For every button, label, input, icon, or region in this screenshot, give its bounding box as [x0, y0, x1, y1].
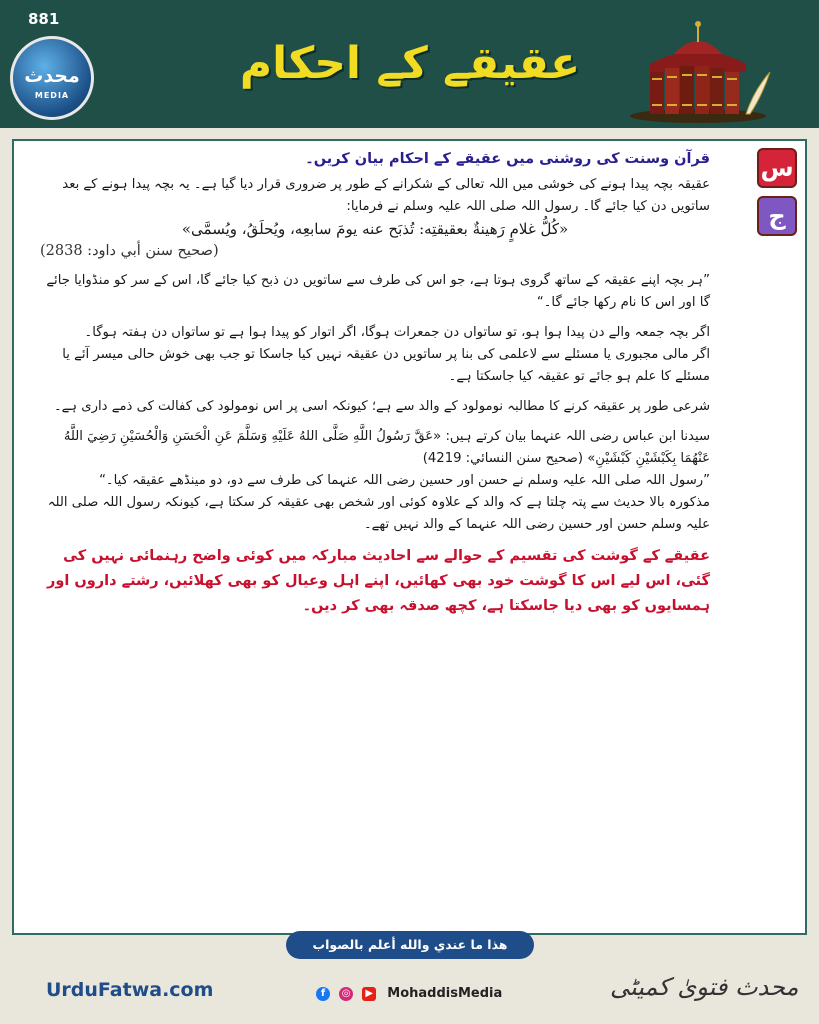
arabic-hadith-1: «كُلُّ غلامٍ رَهينةٌ بعقيقتِه: تُذبَح عنه يومَ سابعِه، ويُحلَقُ، ويُسمَّى» — [181, 220, 569, 238]
page-number: 881 — [28, 10, 60, 28]
paragraph-6: سیدنا ابن عباس رضی اللہ عنہما بیان کرتے ہیں: «عَقَّ رَسُولُ اللَّهِ صَلَّى اللهُ عَلَيْهِ وَسَلَّمَ عَنِ الْحَسَنِ وَالْحُسَيْنِ رَضِيَ اللَّهُ عَنْهُمَا بِكَبْشَيْنِ كَبْشَيْنِ» (صحيح سنن النسائي: 4219) — [63, 429, 710, 466]
hadith-reference-1: (صحيح سنن أبي داود: 2838) — [40, 243, 219, 259]
paragraph-4: اگر مالی مجبوری یا مسئلے سے لاعلمی کی بنا پر ساتویں دن عقیقہ نہیں کیا جاسکا تو جب بھی خوش حالی میسر آئے یا مسئلے کا علم ہو جائے تو عقیقہ کیا جاسکتا ہے۔ — [62, 347, 710, 384]
mohaddis-logo[interactable] — [10, 36, 94, 120]
question-badge: س — [757, 148, 797, 188]
paragraph-9-highlight: عقیقے کے گوشت کی تقسیم کے حوالے سے احادیث مبارکہ میں کوئی واضح رہنمائی نہیں کی گئی، اس لیے اس کا گوشت خود بھی کھائیں، اپنے اہل وعیال کو بھی کھلائیں، رشتے داروں اور ہمسایوں کو بھی دیا جاسکتا ہے، کچھ صدقہ بھی کر دیں۔ — [47, 548, 710, 614]
question-text: قرآن وسنت کی روشنی میں عقیقے کے احکام بیان کریں۔ — [305, 151, 710, 167]
youtube-icon[interactable]: ▶ — [362, 987, 376, 1001]
social-links — [316, 983, 502, 1003]
logo-text: محدث — [24, 65, 80, 87]
signature: محدث فتویٰ کمیٹی — [610, 973, 799, 1001]
social-handle[interactable]: MohaddisMedia — [387, 986, 503, 1001]
book-stack-icon — [628, 20, 778, 124]
paragraph-8: مذکورہ بالا حدیث سے پتہ چلتا ہے کہ والد کے علاوہ کوئی اور شخص بھی عقیقہ کر سکتا ہے، کیونکہ رسول اللہ صلی اللہ علیہ وسلم حسن اور حسین رضی اللہ عنہما کے والد نہیں تھے۔ — [47, 495, 710, 532]
fatwa-content — [40, 148, 710, 619]
paragraph-7: ”رسول اللہ صلی اللہ علیہ وسلم نے حسن اور حسین رضی اللہ عنہما کی طرف سے دو، دو مینڈھے عقیقہ کیا۔“ — [99, 473, 710, 488]
logo-subtext: MEDIA — [34, 91, 70, 100]
header-banner — [0, 0, 819, 128]
paragraph-3: اگر بچہ جمعہ والے دن پیدا ہوا ہو، تو ساتواں دن جمعرات ہوگا، اگر اتوار کو پیدا ہوا ہے تو ساتواں دن ہفتہ ہوگا۔ — [84, 325, 710, 340]
page-title: عقیقے کے احکام — [239, 38, 581, 89]
paragraph-5: شرعی طور پر عقیقہ کرنے کا مطالبہ نومولود کے والد سے ہے؛ کیونکہ اسی پر اس نومولود کی کفالت کی ذمے داری ہے۔ — [53, 399, 710, 414]
instagram-icon[interactable]: ◎ — [339, 987, 353, 1001]
paragraph-2: ”ہر بچہ اپنے عقیقہ کے ساتھ گروی ہوتا ہے، جو اس کی طرف سے ساتویں دن ذبح کیا جائے گا، اس کے سر کو منڈوایا جائے گا اور اس کا نام رکھا جائے گا۔“ — [46, 273, 710, 310]
facebook-icon[interactable]: f — [316, 987, 330, 1001]
quill-icon — [746, 72, 770, 114]
closing-pill: هذا ما عندي والله أعلم بالصواب — [286, 931, 534, 959]
answer-badge: ج — [757, 196, 797, 236]
website-link[interactable]: UrduFatwa.com — [46, 979, 214, 1001]
paragraph-1: عقیقہ بچہ پیدا ہونے کی خوشی میں اللہ تعالی کے شکرانے کے طور پر ضروری قرار دیا گیا ہے۔ یہ بچہ پیدا ہونے کے بعد ساتویں دن کیا جائے گا۔ رسول اللہ صلی اللہ علیہ وسلم نے فرمایا: — [62, 177, 710, 214]
